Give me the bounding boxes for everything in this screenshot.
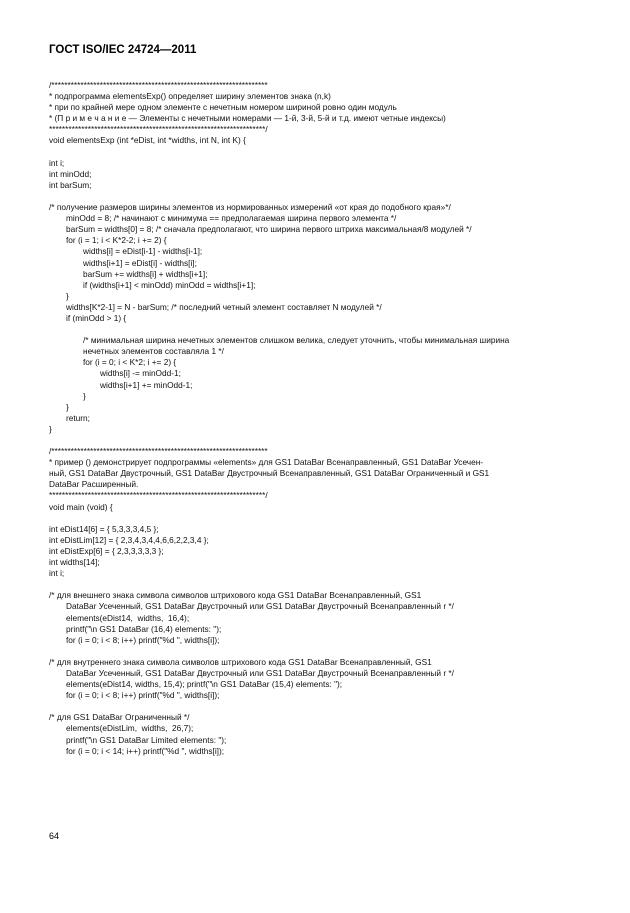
- code-line: for (i = 0; i < 8; i++) printf("%d ", widths[i]);: [66, 690, 220, 701]
- code-line: for (i = 0; i < K*2; i += 2) {: [83, 357, 177, 368]
- code-line: int eDist14[6] = { 5,3,3,3,4,5 };: [49, 523, 159, 534]
- code-line: }: [83, 390, 86, 401]
- code-line: int i;: [49, 568, 65, 579]
- code-line: int eDistLim[12] = { 2,3,4,3,4,4,6,6,2,2,3,4 };: [49, 534, 209, 545]
- code-line: }: [66, 401, 69, 412]
- code-line: for (i = 0; i < 8; i++) printf("%d ", widths[i]);: [66, 634, 220, 645]
- code-line: for (i = 0; i < 14; i++) printf("%d ", widths[i]);: [66, 745, 225, 756]
- code-line: minOdd = 8; /* начинают с минимума == предполагаемая ширина первого элемента */: [66, 213, 397, 224]
- code-line: /*******************************************************************: [49, 446, 268, 457]
- code-line: widths[i] -= minOdd-1;: [100, 368, 181, 379]
- code-line: widths[i+1] = eDist[i] - widths[i];: [83, 257, 197, 268]
- code-line: for (i = 1; i < K*2-2; i += 2) {: [66, 235, 167, 246]
- function-body-elementsexp-inner: [49, 335, 589, 435]
- main-section-limited: [49, 712, 589, 756]
- declarations-main: [49, 524, 589, 579]
- comment-block-elementsexp: [49, 80, 589, 147]
- function-body-elementsexp: [49, 202, 589, 324]
- code-line: return;: [66, 412, 90, 423]
- code-line: int i;: [49, 157, 65, 168]
- code-line: * при по крайней мере одном элементе с нечетным номером шириной ровно один модуль: [49, 102, 397, 113]
- declarations-elementsexp: [49, 158, 589, 191]
- code-line: widths[K*2-1] = N - barSum; /* последний четный элемент составляет N модулей */: [66, 301, 382, 312]
- code-line: elements(eDist14, widths, 15,4); printf("\n GS1 DataBar (15,4) elements: ");: [66, 679, 343, 690]
- code-line: if (minOdd > 1) {: [66, 312, 127, 323]
- code-line: elements(eDistLim, widths, 26,7);: [66, 723, 194, 734]
- code-line: void main (void) {: [49, 501, 113, 512]
- code-line: * пример () демонстрирует подпрограммы «elements» для GS1 DataBar Всенаправленный, GS1 DataBar Усечен-: [49, 457, 484, 468]
- code-line: int minOdd;: [49, 168, 92, 179]
- code-line: int eDistExp[6] = { 2,3,3,3,3,3 };: [49, 545, 164, 556]
- code-line: elements(eDist14, widths, 16,4);: [66, 612, 190, 623]
- code-line: widths[i+1] += minOdd-1;: [100, 379, 193, 390]
- code-line: /*******************************************************************: [49, 80, 268, 90]
- code-line: ный, GS1 DataBar Двустрочный, GS1 DataBar Двустрочный Всенаправленный, GS1 DataBar Ограниченный и GS1: [49, 468, 490, 479]
- code-line: DataBar Усеченный, GS1 DataBar Двустрочный или GS1 DataBar Двустрочный Всенаправленный r */: [66, 667, 454, 678]
- code-line: int barSum;: [49, 179, 92, 190]
- code-line: void elementsExp (int *eDist, int *widths, int N, int K) {: [49, 135, 246, 146]
- comment-block-main: [49, 446, 589, 513]
- page-number: 64: [49, 831, 60, 841]
- main-section-inner-symbol: [49, 657, 589, 701]
- code-line: /* для внутреннего знака символа символов штрихового кода GS1 DataBar Всенаправленный, GS1: [49, 656, 432, 667]
- code-line: * подпрограмма elementsExp() определяет ширину элементов знака (n,k): [49, 91, 331, 102]
- code-line: *******************************************************************/: [49, 124, 268, 135]
- code-line: /* для внешнего знака символа символов штрихового кода GS1 DataBar Всенаправленный, GS1: [49, 590, 422, 601]
- main-section-outer-symbol: [49, 590, 589, 645]
- code-line: }: [49, 423, 52, 434]
- code-line: нечетных элементов составляла 1 */: [83, 346, 224, 357]
- code-line: barSum += widths[i] + widths[i+1];: [83, 268, 208, 279]
- code-line: /* минимальная ширина нечетных элементов слишком велика, следует уточнить, чтобы минимальная ширина: [83, 335, 510, 346]
- page-header-standard-id: ГОСТ ISO/IEC 24724—2011: [49, 44, 197, 56]
- code-line: printf("\n GS1 DataBar (16,4) elements: ");: [66, 623, 222, 634]
- code-line: DataBar Усеченный, GS1 DataBar Двустрочный или GS1 DataBar Двустрочный Всенаправленный r */: [66, 601, 454, 612]
- code-line: * (П р и м е ч а н и е — Элементы с нечетными номерами — 1-й, 3-й, 5-й и т.д. имеют четные индексы): [49, 113, 446, 124]
- code-line: *******************************************************************/: [49, 490, 268, 501]
- code-line: /* получение размеров ширины элементов из нормированных измерений «от края до подобного края»*/: [49, 202, 451, 213]
- code-listing: [49, 80, 589, 757]
- code-line: if (widths[i+1] < minOdd) minOdd = widths[i+1];: [83, 279, 256, 290]
- code-line: DataBar Расширенный.: [49, 479, 139, 490]
- code-line: printf("\n GS1 DataBar Limited elements: ");: [66, 734, 227, 745]
- code-line: int widths[14];: [49, 557, 100, 568]
- code-line: barSum = widths[0] = 8; /* сначала предполагают, что ширина первого штриха максимальная/8 модулей */: [66, 224, 472, 235]
- code-line: /* для GS1 DataBar Ограниченный */: [49, 712, 190, 723]
- code-line: widths[i] = eDist[i-1] - widths[i-1];: [83, 246, 203, 257]
- code-line: }: [66, 290, 69, 301]
